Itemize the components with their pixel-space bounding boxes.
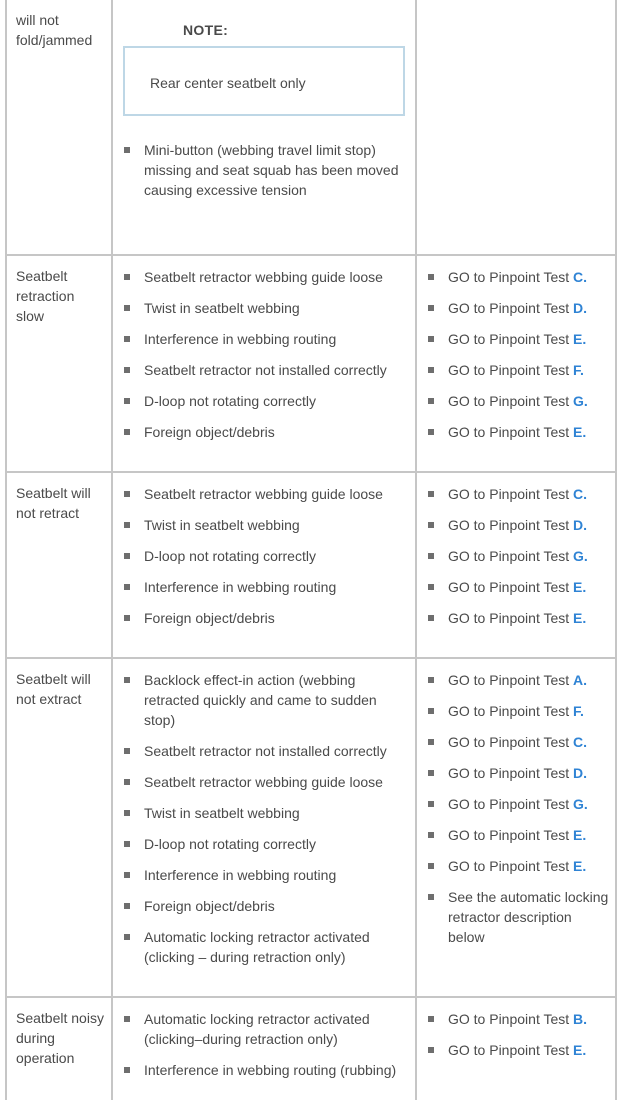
bullet-icon: [124, 1016, 130, 1022]
list-item: GO to Pinpoint Test E.: [426, 1040, 609, 1060]
bullet-icon: [428, 522, 434, 528]
list-item: Seatbelt retractor not installed correctly: [122, 741, 409, 761]
list-item: GO to Pinpoint Test C.: [426, 267, 609, 287]
cause-list: [113, 659, 415, 981]
list-item: D-loop not rotating correctly: [122, 546, 409, 566]
list-item: Interference in webbing routing: [122, 865, 409, 885]
list-item: GO to Pinpoint Test F.: [426, 701, 609, 721]
bullet-icon: [124, 934, 130, 940]
possible-source-cell: [112, 472, 416, 658]
list-item: D-loop not rotating correctly: [122, 391, 409, 411]
note-heading: NOTE:: [183, 22, 229, 38]
list-item: Twist in seatbelt webbing: [122, 803, 409, 823]
bullet-icon: [124, 615, 130, 621]
condition-cell: [6, 472, 112, 658]
condition-cell: [6, 0, 112, 255]
list-item: Foreign object/debris: [122, 896, 409, 916]
bullet-icon: [428, 770, 434, 776]
pinpoint-test-link[interactable]: G.: [573, 548, 588, 564]
list-item: GO to Pinpoint Test E.: [426, 422, 609, 442]
list-item: GO to Pinpoint Test D.: [426, 763, 609, 783]
bullet-icon: [428, 1047, 434, 1053]
list-item: GO to Pinpoint Test C.: [426, 484, 609, 504]
table-row: [6, 472, 616, 658]
list-item: GO to Pinpoint Test E.: [426, 856, 609, 876]
list-item: GO to Pinpoint Test E.: [426, 329, 609, 349]
bullet-icon: [124, 1067, 130, 1073]
table-row: [6, 997, 616, 1100]
bullet-icon: [124, 584, 130, 590]
condition-cell: [6, 658, 112, 997]
bullet-icon: [428, 739, 434, 745]
bullet-icon: [124, 491, 130, 497]
list-item: Interference in webbing routing (rubbing): [122, 1060, 409, 1080]
action-cell: [416, 658, 616, 997]
action-list: [417, 256, 615, 456]
bullet-icon: [428, 274, 434, 280]
pinpoint-test-link[interactable]: E.: [573, 579, 587, 595]
list-item: GO to Pinpoint Test G.: [426, 546, 609, 566]
pinpoint-test-link[interactable]: E.: [573, 331, 587, 347]
bullet-icon: [124, 429, 130, 435]
list-item: GO to Pinpoint Test E.: [426, 608, 609, 628]
bullet-icon: [428, 615, 434, 621]
bullet-icon: [428, 367, 434, 373]
note-text: Rear center seatbelt only: [150, 75, 306, 91]
pinpoint-test-link[interactable]: C.: [573, 486, 588, 502]
pinpoint-test-link[interactable]: E.: [573, 424, 587, 440]
list-item: GO to Pinpoint Test B.: [426, 1009, 609, 1029]
condition-text: will not fold/jammed: [16, 12, 93, 48]
pinpoint-test-link[interactable]: E.: [573, 610, 587, 626]
bullet-icon: [428, 398, 434, 404]
possible-source-cell: [112, 997, 416, 1100]
list-item: Twist in seatbelt webbing: [122, 298, 409, 318]
list-item: GO to Pinpoint Test D.: [426, 515, 609, 535]
list-item: Twist in seatbelt webbing: [122, 515, 409, 535]
bullet-icon: [428, 553, 434, 559]
condition-cell: [6, 255, 112, 472]
condition-cell: [6, 997, 112, 1100]
action-list: [417, 473, 615, 642]
list-item: GO to Pinpoint Test D.: [426, 298, 609, 318]
bullet-icon: [428, 863, 434, 869]
bullet-icon: [428, 832, 434, 838]
bullet-icon: [428, 1016, 434, 1022]
bullet-icon: [124, 779, 130, 785]
list-item: Seatbelt retractor webbing guide loose: [122, 484, 409, 504]
bullet-icon: [428, 305, 434, 311]
pinpoint-test-link[interactable]: D.: [573, 300, 588, 316]
bullet-icon: [124, 872, 130, 878]
bullet-icon: [124, 810, 130, 816]
action-list: [417, 659, 615, 961]
table-row: [6, 658, 616, 997]
pinpoint-test-link[interactable]: E.: [573, 827, 587, 843]
possible-source-cell: [112, 658, 416, 997]
cause-list: [113, 473, 415, 642]
note-box: [123, 46, 405, 116]
list-item: GO to Pinpoint Test E.: [426, 825, 609, 845]
bullet-icon: [428, 584, 434, 590]
bullet-icon: [124, 147, 130, 153]
condition-text: Seatbelt will not retract: [16, 485, 91, 521]
bullet-icon: [124, 903, 130, 909]
pinpoint-test-link[interactable]: G.: [573, 393, 588, 409]
bullet-icon: [124, 553, 130, 559]
bullet-icon: [428, 491, 434, 497]
bullet-icon: [428, 894, 434, 900]
list-item: See the automatic locking retractor description below: [426, 887, 609, 947]
list-item: Foreign object/debris: [122, 608, 409, 628]
pinpoint-test-link[interactable]: D.: [573, 517, 588, 533]
bullet-icon: [124, 367, 130, 373]
bullet-icon: [428, 708, 434, 714]
bullet-icon: [124, 274, 130, 280]
pinpoint-test-link[interactable]: A.: [573, 672, 588, 688]
symptom-chart-table: [5, 0, 617, 1100]
list-item: Seatbelt retractor webbing guide loose: [122, 772, 409, 792]
pinpoint-test-link[interactable]: F.: [573, 703, 584, 719]
list-item: GO to Pinpoint Test C.: [426, 732, 609, 752]
pinpoint-test-link[interactable]: E.: [573, 858, 587, 874]
condition-text: Seatbelt noisy during operation: [16, 1010, 104, 1066]
condition-text: Seatbelt will not extract: [16, 671, 91, 707]
possible-source-cell: [112, 0, 416, 255]
pinpoint-test-link[interactable]: F.: [573, 362, 584, 378]
list-item: GO to Pinpoint Test A.: [426, 670, 609, 690]
action-cell: [416, 997, 616, 1100]
list-item: Automatic locking retractor activated (clicking – during retraction only): [122, 927, 409, 967]
bullet-icon: [124, 305, 130, 311]
condition-text: Seatbelt retraction slow: [16, 268, 75, 324]
bullet-icon: [428, 336, 434, 342]
pinpoint-test-link[interactable]: G.: [573, 796, 588, 812]
bullet-icon: [124, 748, 130, 754]
list-item: GO to Pinpoint Test E.: [426, 577, 609, 597]
cause-list: [113, 256, 415, 456]
list-item: Interference in webbing routing: [122, 329, 409, 349]
cause-list: [113, 116, 415, 214]
bullet-icon: [428, 801, 434, 807]
list-item: Backlock effect-in action (webbing retracted quickly and came to sudden stop): [122, 670, 409, 730]
pinpoint-test-link[interactable]: D.: [573, 765, 588, 781]
action-cell: [416, 472, 616, 658]
action-cell: [416, 0, 616, 255]
list-item: GO to Pinpoint Test G.: [426, 391, 609, 411]
pinpoint-test-link[interactable]: B.: [573, 1011, 588, 1027]
list-item: Mini-button (webbing travel limit stop) missing and seat squab has been moved causing excessive tension: [122, 140, 409, 200]
action-cell: [416, 255, 616, 472]
list-item: GO to Pinpoint Test F.: [426, 360, 609, 380]
bullet-icon: [124, 336, 130, 342]
list-item: Seatbelt retractor webbing guide loose: [122, 267, 409, 287]
action-list: [417, 998, 615, 1074]
table-row: [6, 255, 616, 472]
pinpoint-test-link[interactable]: C.: [573, 269, 588, 285]
list-item: Interference in webbing routing: [122, 577, 409, 597]
possible-source-cell: [112, 255, 416, 472]
bullet-icon: [124, 841, 130, 847]
bullet-icon: [124, 522, 130, 528]
cause-list: [113, 998, 415, 1094]
bullet-icon: [428, 429, 434, 435]
list-item: Foreign object/debris: [122, 422, 409, 442]
pinpoint-test-link[interactable]: E.: [573, 1042, 587, 1058]
list-item: D-loop not rotating correctly: [122, 834, 409, 854]
list-item: Automatic locking retractor activated (clicking–during retraction only): [122, 1009, 409, 1049]
bullet-icon: [124, 677, 130, 683]
list-item: Seatbelt retractor not installed correctly: [122, 360, 409, 380]
bullet-icon: [124, 398, 130, 404]
pinpoint-test-link[interactable]: C.: [573, 734, 588, 750]
table-row: [6, 0, 616, 255]
bullet-icon: [428, 677, 434, 683]
list-item: GO to Pinpoint Test G.: [426, 794, 609, 814]
